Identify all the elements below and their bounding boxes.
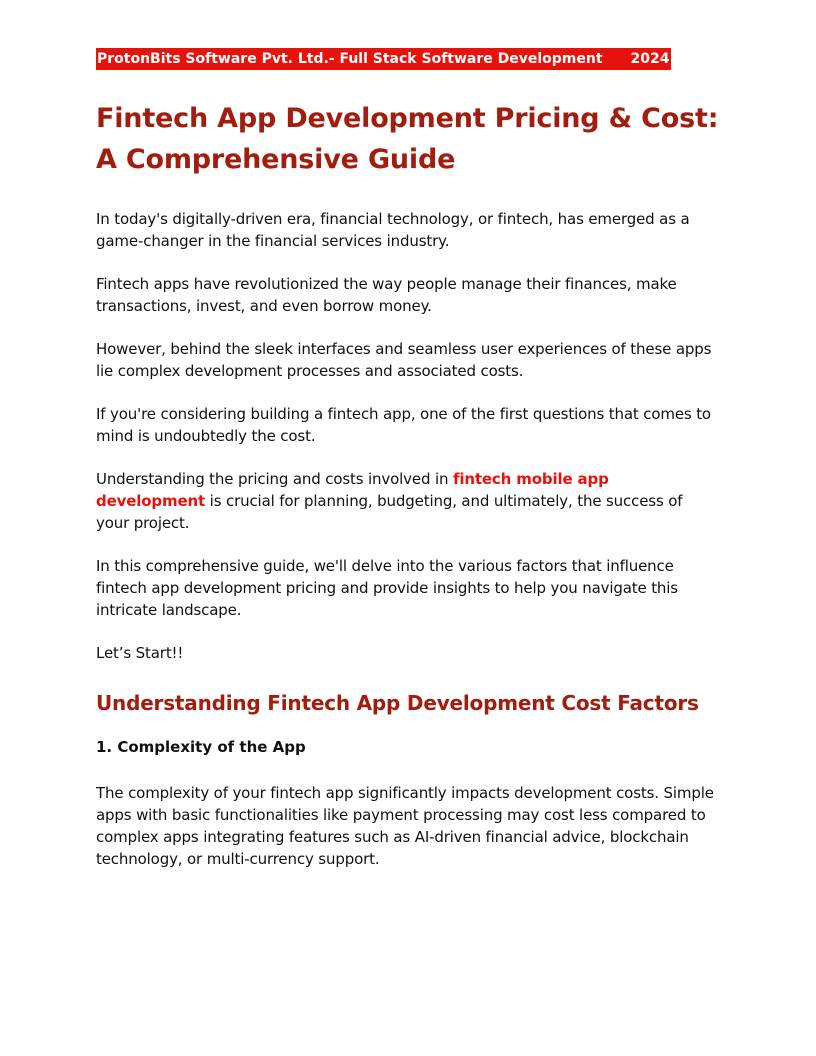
paragraph-understanding-pricing xyxy=(96,468,720,534)
article-title: Fintech App Development Pricing & Cost: A Comprehensive Guide xyxy=(96,103,719,175)
section-heading-cost-factors: Understanding Fintech App Development Cost Factors xyxy=(96,691,699,715)
paragraph-intro: In today's digitally-driven era, financial technology, or fintech, has emerged as a game-changer in the financial services industry. xyxy=(96,210,690,250)
subsection-heading-complexity: 1. Complexity of the App xyxy=(96,738,306,756)
header-company-text: ProtonBits Software Pvt. Ltd.- Full Stack Software Development xyxy=(97,51,603,67)
paragraph-revolution: Fintech apps have revolutionized the way people manage their finances, make transactions, invest, and even borrow money. xyxy=(96,275,677,315)
paragraph-complexity: The complexity of your fintech app significantly impacts development costs. Simple apps with basic functionalities like payment processing may cost less compared to complex apps integrating features such as AI-driven financial advice, blockchain technology, or multi-currency support. xyxy=(96,784,714,868)
paragraph-guide: In this comprehensive guide, we'll delve into the various factors that influence fintech app development pricing and provide insights to help you navigate this intricate landscape. xyxy=(96,557,678,619)
fintech-mobile-app-development-link[interactable]: fintech mobile app development xyxy=(96,470,609,510)
link-paragraph-after: is crucial for planning, budgeting, and ultimately, the success of your project. xyxy=(96,492,683,532)
paragraph-lets-start: Let’s Start!! xyxy=(96,644,184,662)
paragraph-complexity-intro: However, behind the sleek interfaces and seamless user experiences of these apps lie complex development processes and associated costs. xyxy=(96,340,712,380)
header-year: 2024 xyxy=(630,51,670,67)
link-paragraph-before: Understanding the pricing and costs involved in xyxy=(96,470,453,488)
paragraph-cost-question: If you're considering building a fintech app, one of the first questions that comes to mind is undoubtedly the cost. xyxy=(96,405,711,445)
header-banner xyxy=(96,48,671,70)
document-page xyxy=(96,48,720,870)
